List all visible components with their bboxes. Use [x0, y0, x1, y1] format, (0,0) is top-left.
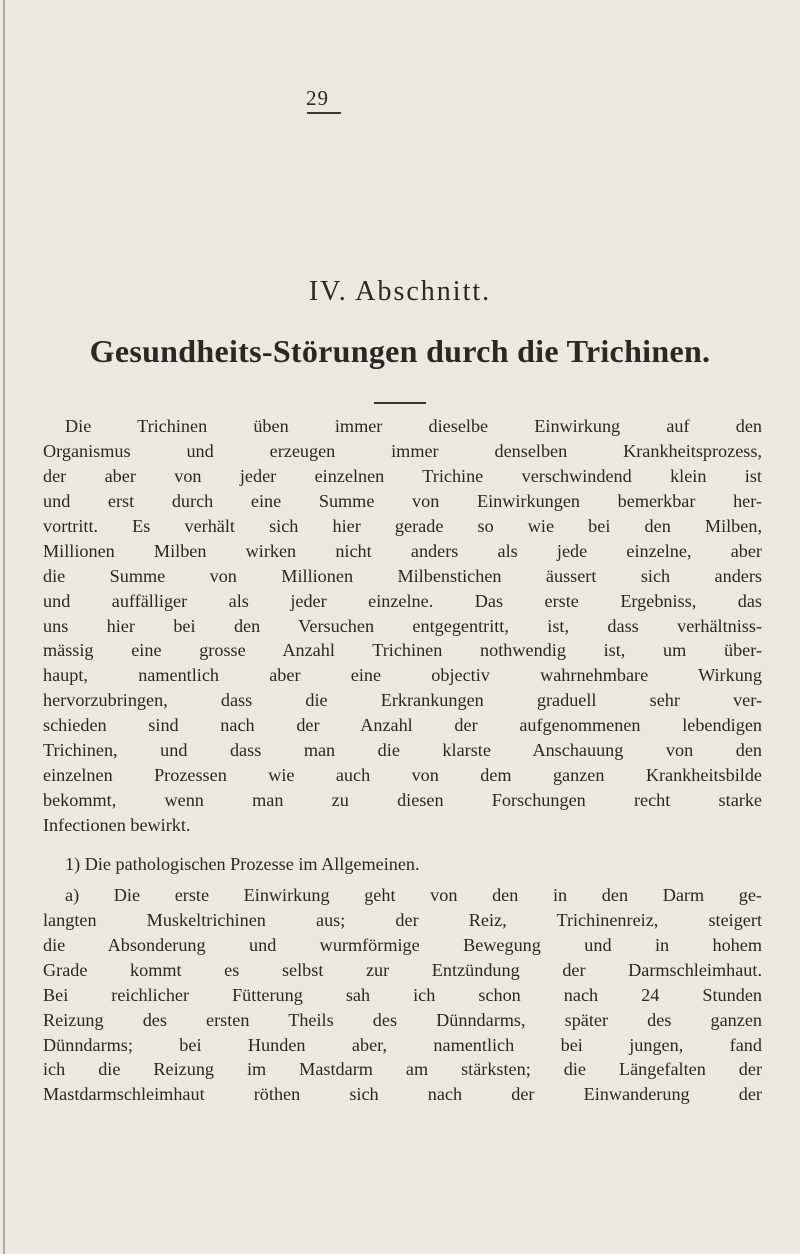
- section-heading: IV. Abschnitt.: [308, 276, 492, 307]
- title-divider: [374, 402, 426, 404]
- subsection-heading-text: 1) Die pathologischen Prozesse im Allgemeinen.: [65, 853, 420, 874]
- text-line: Organismus und erzeugen immer denselben Krankheitsprozess,: [43, 440, 762, 461]
- text-line: Trichinen, und dass man die klarste Anschauung von den: [43, 740, 762, 761]
- text-line: und auffälliger als jeder einzelne. Das erste Ergebniss, das: [43, 590, 762, 611]
- paragraph-a: [43, 883, 762, 1107]
- text-line: mässig eine grosse Anzahl Trichinen nothwendig ist, um über-: [43, 640, 762, 661]
- text-line: Grade kommt es selbst zur Entzündung der Darmschleimhaut.: [43, 959, 762, 980]
- text-line: bekommt, wenn man zu diesen Forschungen recht starke: [43, 790, 762, 811]
- text-line: Infectionen bewirkt.: [43, 815, 191, 835]
- text-line: Bei reichlicher Fütterung sah ich schon nach 24 Stunden: [43, 984, 762, 1005]
- chapter-title: Gesundheits-Störungen durch die Trichinen.: [89, 333, 711, 369]
- text-line: die Absonderung und wurmförmige Bewegung und in hohem: [43, 934, 762, 955]
- text-line: a) Die erste Einwirkung geht von den in den Darm ge-: [65, 884, 762, 905]
- text-line: ich die Reizung im Mastdarm am stärksten; die Längefalten der: [43, 1059, 762, 1080]
- text-line: hervorzubringen, dass die Erkrankungen graduell sehr ver-: [43, 690, 762, 711]
- text-line: einzelnen Prozessen wie auch von dem ganzen Krankheitsbilde: [43, 765, 762, 786]
- body-text: [43, 414, 762, 1107]
- subsection-heading: [43, 852, 762, 877]
- text-line: der aber von jeder einzelnen Trichine verschwindend klein ist: [43, 465, 762, 486]
- text-line: die Summe von Millionen Milbenstichen äussert sich anders: [43, 565, 762, 586]
- text-line: Millionen Milben wirken nicht anders als jede einzelne, aber: [43, 540, 762, 561]
- text-line: vortritt. Es verhält sich hier gerade so wie bei den Milben,: [43, 515, 762, 536]
- text-line: Die Trichinen üben immer dieselbe Einwirkung auf den: [65, 416, 762, 436]
- text-line: Dünndarms; bei Hunden aber, namentlich bei jungen, fand: [43, 1034, 762, 1055]
- paragraph-intro: [43, 414, 762, 838]
- text-line: uns hier bei den Versuchen entgegentritt, ist, dass verhältniss-: [43, 615, 762, 636]
- text-line: haupt, namentlich aber eine objectiv wahrnehmbare Wirkung: [43, 665, 762, 686]
- page-number: 29: [306, 86, 329, 110]
- text-line: Mastdarmschleimhaut röthen sich nach der Einwanderung der: [43, 1084, 762, 1105]
- page-edge-shadow: [3, 0, 5, 1254]
- text-line: und erst durch eine Summe von Einwirkungen bemerkbar her-: [43, 490, 762, 511]
- text-line: langten Muskeltrichinen aus; der Reiz, Trichinenreiz, steigert: [43, 909, 762, 930]
- text-line: schieden sind nach der Anzahl der aufgenommenen lebendigen: [43, 715, 762, 736]
- text-line: Reizung des ersten Theils des Dünndarms, später des ganzen: [43, 1009, 762, 1030]
- page-number-underline: [307, 112, 341, 114]
